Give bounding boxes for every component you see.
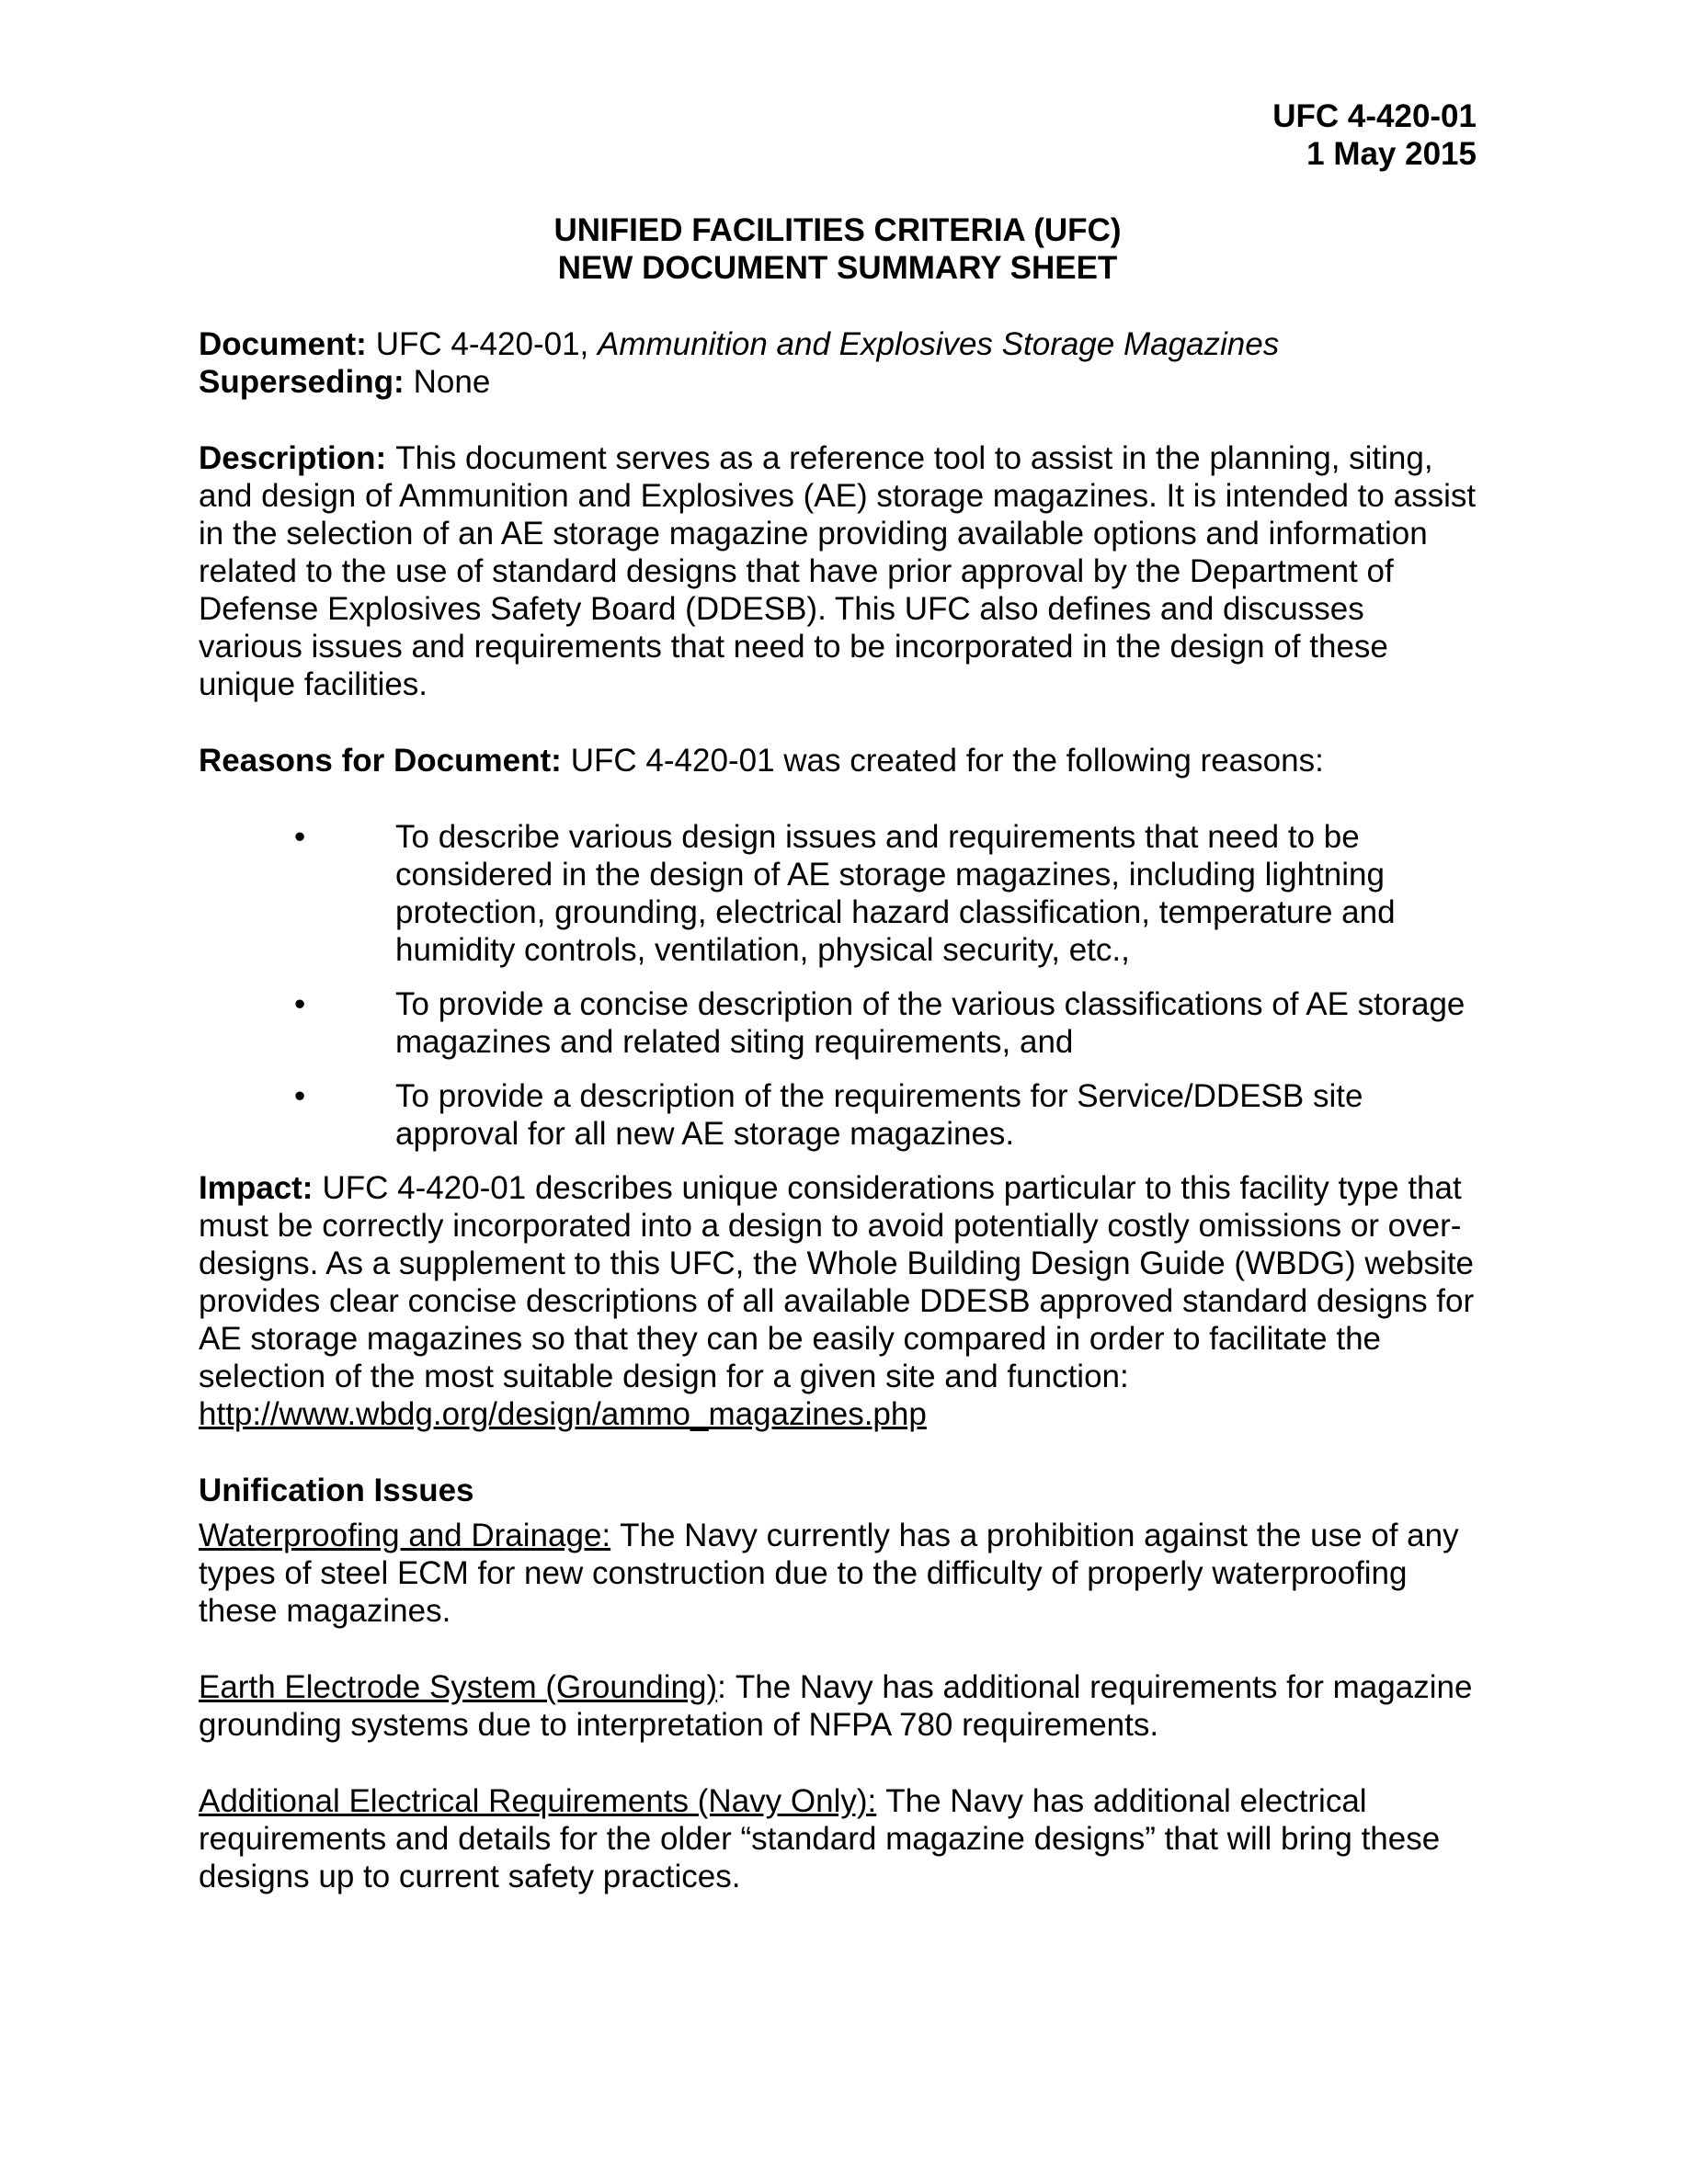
document-label: Document: [199,326,367,362]
issue-title: Additional Electrical Requirements (Navy Only): [199,1783,877,1819]
description-label: Description: [199,440,387,476]
issue-title: Waterproofing and Drainage: [199,1518,611,1553]
unification-issue [199,1782,1477,1895]
list-item-text: To describe various design issues and requirements that need to be considered in the design of AE storage magazines, including lightning protection, grounding, electrical hazard classification, temperature and humidity controls, ventilation, physical security, etc., [395,819,1396,968]
issue-title: Earth Electrode System (Grounding) [199,1669,718,1705]
superseding-line [199,363,1477,401]
reasons-list [199,818,1477,1153]
document-meta [199,325,1477,401]
issue-text: The Navy currently has a prohibition against the use of any types of steel ECM for new construction due to the difficulty of properly waterproofing these magazines. [199,1518,1459,1629]
impact-paragraph [199,1169,1477,1433]
unification-issue [199,1668,1477,1744]
list-item [199,818,1477,969]
list-item [199,1077,1477,1153]
reasons-intro-text: UFC 4-420-01 was created for the following reasons: [570,743,1324,779]
issue-text: The Navy has additional electrical requirements and details for the older “standard magazine designs” that will bring these designs up to current safety practices. [199,1783,1441,1894]
title-line-2: NEW DOCUMENT SUMMARY SHEET [557,250,1118,286]
issue-title-suffix: : [717,1669,726,1705]
superseding-label: Superseding: [199,364,405,400]
document-number: UFC 4-420-01, [375,326,589,362]
reasons-label: Reasons for Document: [199,743,562,779]
bullet-icon: • [294,1078,306,1114]
wbdg-link[interactable]: http://www.wbdg.org/design/ammo_magazines.php [199,1396,927,1432]
page-title [199,211,1477,287]
list-item [199,985,1477,1061]
document-header [199,97,1477,173]
issue-text: The Navy has additional requirements for magazine grounding systems due to interpretation of NFPA 780 requirements. [199,1669,1473,1743]
unification-heading: Unification Issues [199,1473,474,1508]
description-text: This document serves as a reference tool to assist in the planning, siting, and design of Ammunition and Explosives (AE) storage magazines. It is intended to assist in the selection of an AE storage magazine providing available options and information related to the use of standard designs that have prior approval by the Department of Defense Explosives Safety Board (DDESB). This UFC also defines and discusses various issues and requirements that need to be incorporated in the design of these unique facilities. [199,440,1477,702]
doc-number: UFC 4-420-01 [1272,98,1477,134]
doc-date: 1 May 2015 [1306,136,1477,172]
list-item-text: To provide a description of the requirements for Service/DDESB site approval for all new AE storage magazines. [395,1078,1363,1152]
title-line-1: UNIFIED FACILITIES CRITERIA (UFC) [553,212,1122,248]
bullet-icon: • [294,986,306,1022]
reasons-intro [199,742,1477,779]
superseding-value: None [413,364,491,400]
unification-issue [199,1517,1477,1630]
impact-text: UFC 4-420-01 describes unique considerations particular to this facility type that must be correctly incorporated into a design to avoid potentially costly omissions or over-designs. As a supplement to this UFC, the Whole Building Design Guide (WBDG) website provides clear concise descriptions of all available DDESB approved standard designs for AE storage magazines so that they can be easily compared in order to facilitate the selection of the most suitable design for a given site and function: [199,1170,1475,1394]
impact-label: Impact: [199,1170,314,1206]
document-line [199,325,1477,363]
bullet-icon: • [294,819,306,855]
list-item-text: To provide a concise description of the various classifications of AE storage magazines and related siting requirements, and [395,986,1466,1060]
document-name: Ammunition and Explosives Storage Magazines [598,326,1280,362]
description-paragraph [199,439,1477,703]
